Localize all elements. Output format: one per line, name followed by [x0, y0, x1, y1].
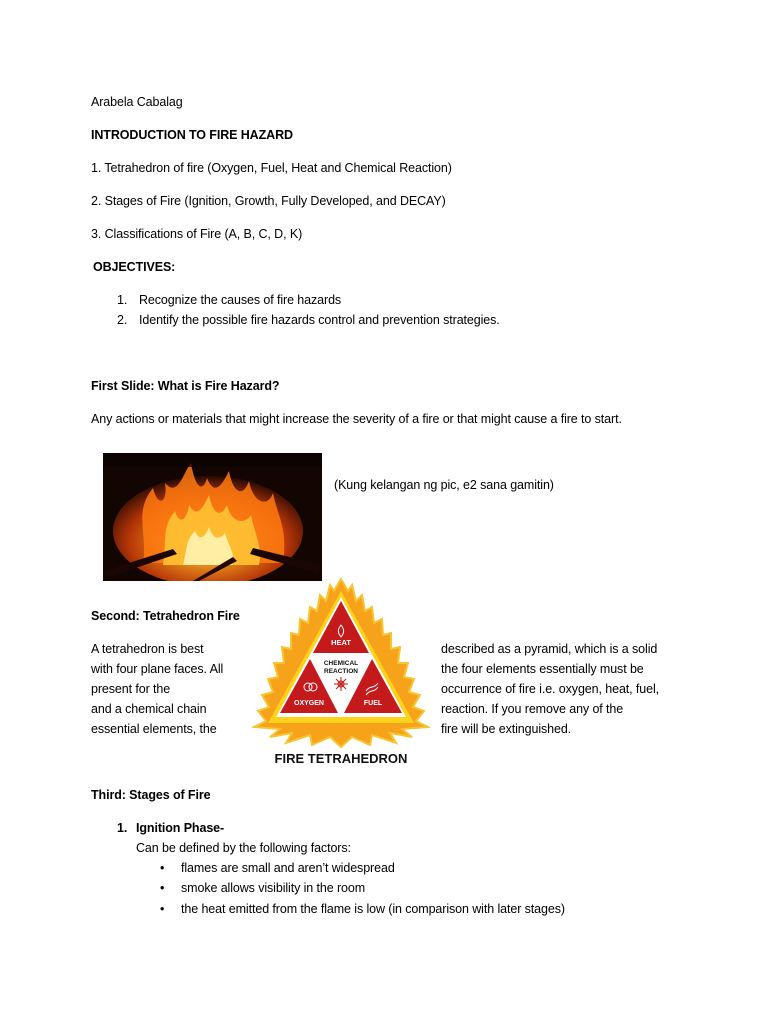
- tetrahedron-text-right: reaction. If you remove any of the: [441, 702, 624, 716]
- tetrahedron-text-right: described as a pyramid, which is a solid: [441, 642, 658, 656]
- third-heading: Third: Stages of Fire: [91, 788, 211, 802]
- tetrahedron-text-left: essential elements, the: [91, 722, 217, 736]
- objectives-heading: OBJECTIVES:: [93, 260, 176, 274]
- document-heading: INTRODUCTION TO FIRE HAZARD: [91, 128, 293, 142]
- fire-photo: [103, 453, 322, 581]
- bullet-dot: •: [160, 881, 165, 895]
- phase-bullet: flames are small and aren’t widespread: [181, 861, 395, 875]
- objective-text: Identify the possible fire hazards control and prevention strategies.: [139, 313, 500, 327]
- objective-number: 2.: [117, 313, 128, 327]
- phase-title: Ignition Phase-: [136, 821, 225, 835]
- bullet-dot: •: [160, 861, 165, 875]
- oxygen-label: OXYGEN: [294, 700, 324, 707]
- phase-intro: Can be defined by the following factors:: [136, 841, 351, 855]
- phase-bullet: the heat emitted from the flame is low (in comparison with later stages): [181, 902, 565, 916]
- first-slide-heading: First Slide: What is Fire Hazard?: [91, 379, 280, 393]
- fire-hazard-definition: Any actions or materials that might increase the severity of a fire or that might cause a fire to start.: [91, 412, 622, 426]
- bullet-dot: •: [160, 902, 165, 916]
- author-name: Arabela Cabalag: [91, 95, 183, 109]
- tetrahedron-text-right: the four elements essentially must be: [441, 662, 644, 676]
- objective-text: Recognize the causes of fire hazards: [139, 293, 342, 307]
- chemical-reaction-label-2: REACTION: [324, 668, 358, 675]
- tetrahedron-text-right: occurrence of fire i.e. oxygen, heat, fuel,: [441, 682, 660, 696]
- objective-number: 1.: [117, 293, 128, 307]
- second-heading: Second: Tetrahedron Fire: [91, 609, 240, 623]
- intro-item-classifications: 3. Classifications of Fire (A, B, C, D, K): [91, 227, 303, 241]
- tetrahedron-text-left: A tetrahedron is best: [91, 642, 204, 656]
- fuel-label: FUEL: [363, 700, 383, 707]
- tetrahedron-text-left: with four plane faces. All: [91, 662, 224, 676]
- picture-note: (Kung kelangan ng pic, e2 sana gamitin): [334, 478, 554, 492]
- tetrahedron-text-left: present for the: [91, 682, 171, 696]
- chemical-reaction-label-1: CHEMICAL: [323, 660, 359, 667]
- reaction-icon: [334, 677, 348, 691]
- phase-number: 1.: [117, 821, 128, 835]
- intro-item-stages: 2. Stages of Fire (Ignition, Growth, Fully Developed, and DECAY): [91, 194, 446, 208]
- phase-bullet: smoke allows visibility in the room: [181, 881, 366, 895]
- diagram-caption: FIRE TETRAHEDRON: [274, 751, 408, 766]
- intro-item-tetrahedron: 1. Tetrahedron of fire (Oxygen, Fuel, Heat and Chemical Reaction): [91, 161, 452, 175]
- tetrahedron-text-left: and a chemical chain: [91, 702, 207, 716]
- heat-label: HEAT: [331, 638, 351, 647]
- fire-tetrahedron-diagram: [252, 577, 430, 769]
- tetrahedron-text-right: fire will be extinguished.: [441, 722, 572, 736]
